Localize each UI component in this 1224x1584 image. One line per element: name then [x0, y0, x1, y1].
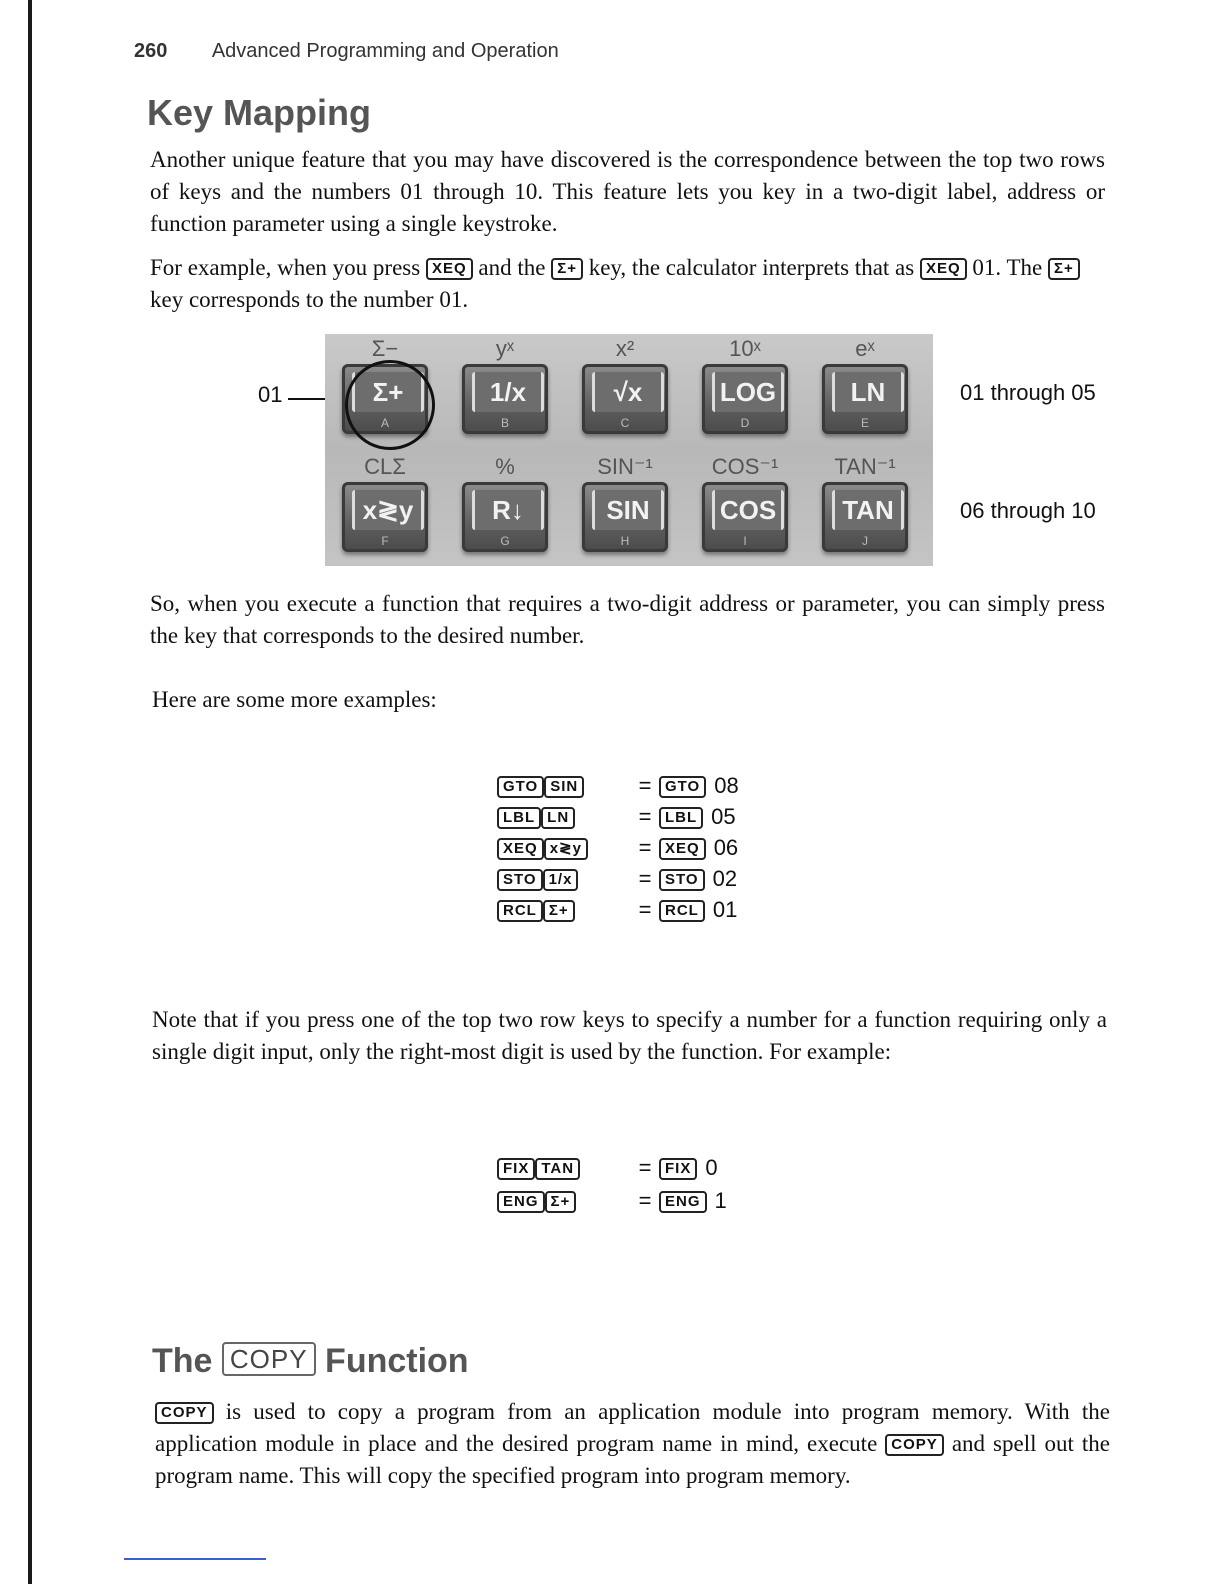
key-sigma-plus: Σ+	[551, 258, 583, 280]
key-face: Σ+	[352, 372, 424, 412]
shift-label: Σ−	[371, 336, 399, 361]
paragraph-copy	[155, 1396, 1110, 1492]
key-face: SIN	[592, 490, 664, 530]
calculator-keys-photo	[325, 334, 933, 566]
key-label: LBL	[497, 807, 541, 829]
paragraph-examples-intro: Here are some more examples:	[152, 687, 437, 712]
running-title: Advanced Programming and Operation	[211, 40, 559, 62]
key-label: TAN	[535, 1158, 580, 1180]
key-sub-letter: D	[740, 416, 750, 430]
equals-sign: =	[638, 804, 652, 829]
shift-label: yˣ	[495, 336, 515, 361]
example-row	[497, 896, 737, 924]
shift-label: eˣ	[855, 336, 875, 361]
key-sub-letter: J	[862, 534, 868, 548]
key-sub-letter: G	[500, 534, 510, 548]
key-label: FIX	[497, 1158, 535, 1180]
photo-key-sqrt	[582, 364, 668, 434]
footer-rule	[124, 1558, 266, 1560]
page-number: 260	[134, 40, 168, 62]
key-face: COS	[712, 490, 784, 530]
key-copy: COPY	[885, 1434, 944, 1456]
photo-key-reciprocal	[462, 364, 548, 434]
key-sub-letter: B	[500, 416, 509, 430]
photo-key-cos	[702, 482, 788, 552]
key-label: x≷y	[544, 838, 588, 860]
equals-sign: =	[638, 897, 652, 922]
running-header	[134, 40, 559, 63]
key-xeq: XEQ	[426, 258, 473, 280]
key-sub-letter: H	[620, 534, 630, 548]
equals-sign: =	[638, 866, 652, 891]
key-label: Σ+	[543, 900, 575, 922]
key-xeq: XEQ	[920, 258, 967, 280]
page-binding-edge	[0, 0, 34, 1584]
example-row	[497, 803, 736, 831]
photo-key-log	[702, 364, 788, 434]
photo-key-sin	[582, 482, 668, 552]
key-label: 1/x	[543, 869, 579, 891]
shift-label: 10ˣ	[729, 336, 761, 361]
shift-label: x²	[615, 336, 635, 361]
text-span: For example, when you press	[150, 255, 426, 280]
text-span: 01. The	[966, 255, 1048, 280]
text-span: and the	[472, 255, 552, 280]
title-text: Function	[325, 1342, 469, 1380]
example-number: 06	[713, 835, 739, 860]
photo-key-x-exchange-y	[342, 482, 428, 552]
key-sigma-plus: Σ+	[1048, 258, 1080, 280]
example-row	[497, 1154, 718, 1182]
key-label: RCL	[497, 900, 543, 922]
example-number: 0	[705, 1155, 718, 1180]
key-sub-letter: A	[380, 416, 389, 430]
shift-label: TAN⁻¹	[834, 454, 896, 479]
paragraph-execute: So, when you execute a function that requires a two-digit address or parameter, you can simply press the key that corresponds to the desired number.	[150, 591, 1105, 648]
key-sub-letter: E	[860, 416, 869, 430]
text-span: key, the calculator interprets that as	[582, 255, 920, 280]
example-number: 01	[712, 897, 738, 922]
row2-range-label: 06 through 10	[960, 498, 1096, 523]
key-label: SIN	[544, 776, 584, 798]
example-number: 02	[712, 866, 738, 891]
key-label: LN	[541, 807, 575, 829]
equals-sign: =	[638, 835, 652, 860]
photo-key-tan	[822, 482, 908, 552]
shift-label: CLΣ	[364, 454, 406, 479]
paragraph-intro: Another unique feature that you may have discovered is the correspondence between the top two rows of keys and the numbers 01 through 10. This feature lets you key in a two-digit label, address or function parameter using a single keystroke.	[150, 147, 1105, 236]
paragraph-example	[150, 252, 1105, 316]
key-sub-letter: F	[381, 534, 389, 548]
example-row	[497, 1187, 727, 1215]
section-title-copy-function	[152, 1342, 469, 1381]
equals-sign: =	[638, 773, 652, 798]
row1-range-label: 01 through 05	[960, 380, 1096, 405]
pointer-label: 01	[258, 382, 283, 407]
shift-label: %	[495, 454, 515, 479]
equals-sign: =	[638, 1188, 652, 1213]
shift-label: COS⁻¹	[711, 454, 779, 479]
key-sub-letter: C	[620, 416, 630, 430]
text-span: key corresponds to the number 01.	[150, 287, 469, 312]
photo-key-roll-down	[462, 482, 548, 552]
example-row	[497, 834, 738, 862]
shift-label: SIN⁻¹	[597, 454, 653, 479]
example-row	[497, 772, 739, 800]
key-label: ENG	[659, 1191, 707, 1213]
paragraph-single-digit: Note that if you press one of the top two row keys to specify a number for a function requiring only a single digit input, only the right-most digit is used by the function. For example:	[152, 1007, 1107, 1064]
key-copy: COPY	[155, 1402, 214, 1424]
example-number: 08	[714, 773, 739, 798]
title-text: The	[152, 1342, 213, 1380]
photo-key-ln	[822, 364, 908, 434]
key-label: GTO	[659, 776, 706, 798]
example-number: 05	[711, 804, 736, 829]
key-face: LOG	[712, 372, 784, 412]
key-label: STO	[659, 869, 705, 891]
key-label: GTO	[497, 776, 544, 798]
key-copy: COPY	[222, 1342, 316, 1376]
key-face: TAN	[832, 490, 904, 530]
example-number: 1	[714, 1188, 727, 1213]
key-face: R↓	[472, 490, 544, 530]
key-face: x≷y	[352, 490, 424, 530]
key-label: RCL	[659, 900, 705, 922]
key-label: XEQ	[497, 838, 544, 860]
text-span: and spell out the program name. This will copy the specified program into program memory.	[155, 1431, 1110, 1488]
equals-sign: =	[638, 1155, 652, 1180]
key-face: 1/x	[472, 372, 544, 412]
text-span: is used to copy a program from an application module into program memory. With the application module in place and the desired program name in mind, execute	[155, 1399, 1110, 1456]
key-face: LN	[832, 372, 904, 412]
key-label: XEQ	[659, 838, 706, 860]
example-row	[497, 865, 737, 893]
key-label: LBL	[659, 807, 703, 829]
key-label: Σ+	[545, 1191, 577, 1213]
highlight-circle	[345, 360, 435, 450]
key-label: ENG	[497, 1191, 545, 1213]
key-label: STO	[497, 869, 543, 891]
key-label: FIX	[659, 1158, 697, 1180]
key-sub-letter: I	[743, 534, 747, 548]
section-title-key-mapping: Key Mapping	[147, 92, 372, 133]
key-face: √x	[592, 372, 664, 412]
